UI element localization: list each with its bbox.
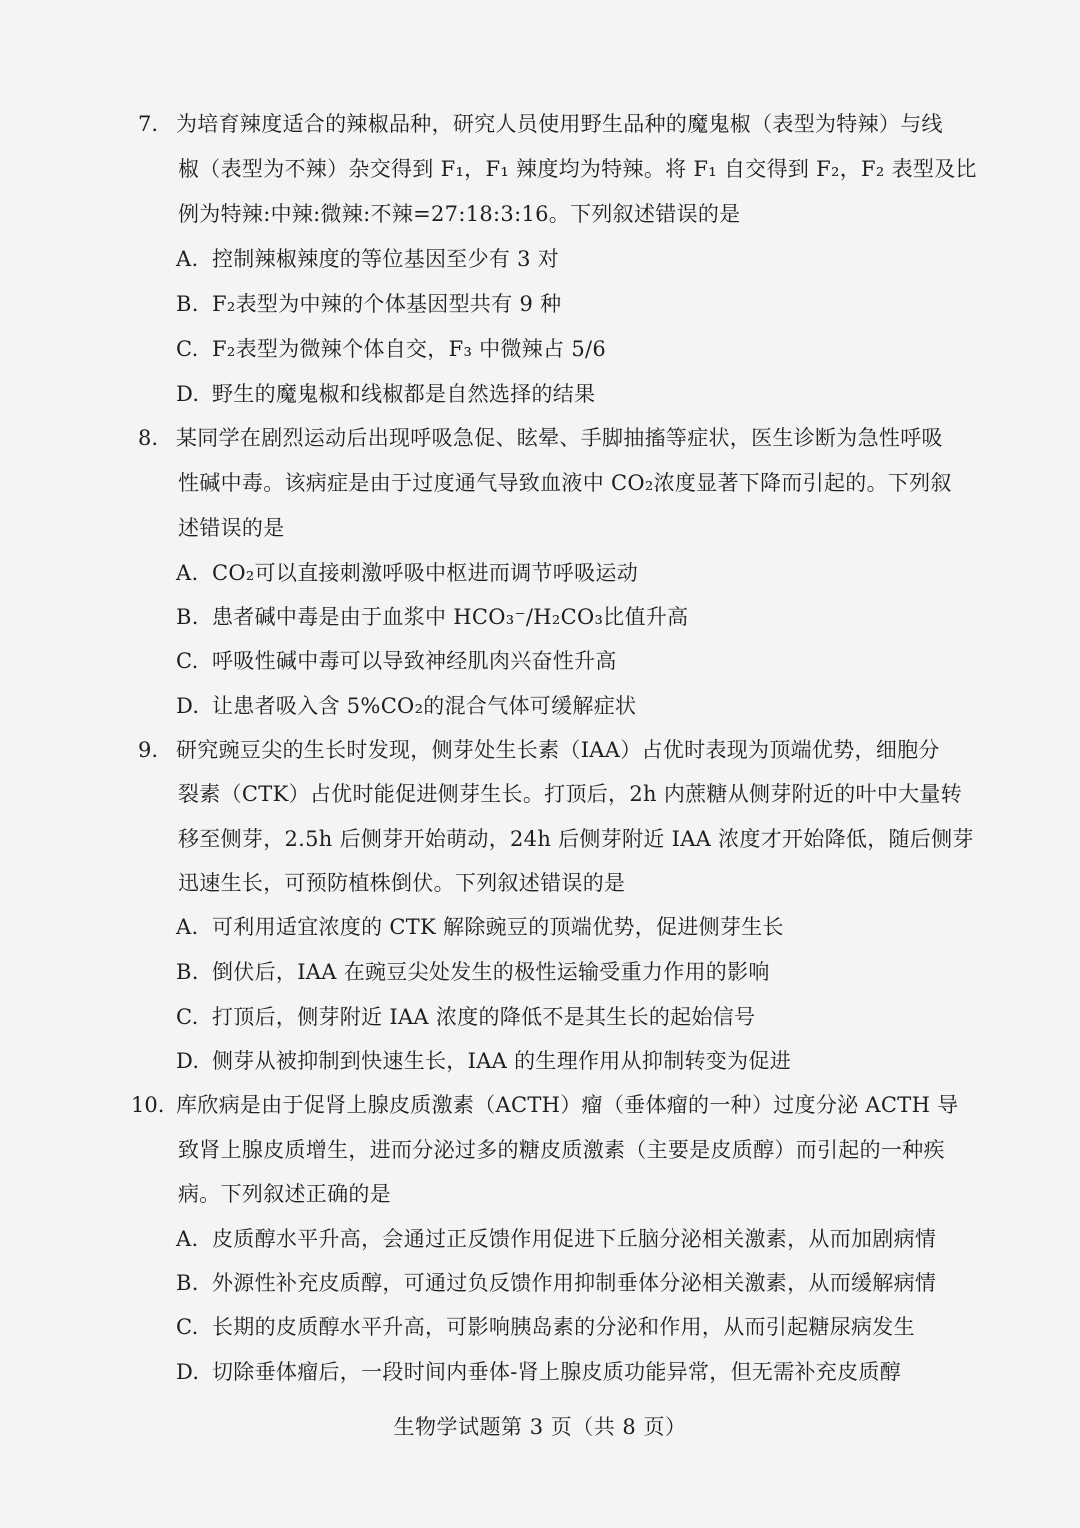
question-stem-line: 库欣病是由于促肾上腺皮质激素（ACTH）瘤（垂体瘤的一种）过度分泌 ACTH 导	[176, 1093, 959, 1117]
option-letter: A.	[176, 915, 199, 939]
question-stem-line: 研究豌豆尖的生长时发现，侧芽处生长素（IAA）占优时表现为顶端优势，细胞分	[176, 738, 940, 762]
option-d[interactable]	[176, 1047, 791, 1075]
question-stem-line: 裂素（CTK）占优时能促进侧芽生长。打顶后，2h 内蔗糖从侧芽附近的叶中大量转	[178, 782, 963, 806]
option-text: 呼吸性碱中毒可以导致神经肌肉兴奋性升高	[212, 649, 617, 673]
option-text: 长期的皮质醇水平升高，可影响胰岛素的分泌和作用，从而引起糖尿病发生	[212, 1315, 915, 1339]
option-c[interactable]	[176, 1003, 755, 1031]
option-text: 野生的魔鬼椒和线椒都是自然选择的结果	[212, 382, 596, 406]
option-letter: A.	[176, 247, 199, 271]
option-d[interactable]	[176, 692, 636, 720]
option-text: 倒伏后，IAA 在豌豆尖处发生的极性运输受重力作用的影响	[212, 960, 770, 984]
question-stem-line: 性碱中毒。该病症是由于过度通气导致血液中 CO₂浓度显著下降而引起的。下列叙	[178, 471, 952, 495]
option-b[interactable]	[176, 958, 770, 986]
option-text: 可利用适宜浓度的 CTK 解除豌豆的顶端优势，促进侧芽生长	[212, 915, 784, 939]
option-letter: C.	[176, 1315, 199, 1339]
option-letter: B.	[176, 605, 199, 629]
option-letter: D.	[176, 694, 200, 718]
question-stem-line: 迅速生长，可预防植株倒伏。下列叙述错误的是	[178, 871, 626, 895]
option-c[interactable]	[176, 647, 617, 675]
question-number: 7.	[138, 112, 159, 136]
option-c[interactable]	[176, 335, 606, 363]
option-letter: C.	[176, 649, 199, 673]
question-stem-line: 述错误的是	[178, 516, 285, 540]
option-text: 皮质醇水平升高，会通过正反馈作用促进下丘脑分泌相关激素，从而加剧病情	[212, 1227, 937, 1251]
option-letter: C.	[176, 337, 199, 361]
option-d[interactable]	[176, 1358, 901, 1386]
question-number: 8.	[138, 426, 159, 450]
option-letter: B.	[176, 960, 199, 984]
option-text: 打顶后，侧芽附近 IAA 浓度的降低不是其生长的起始信号	[212, 1005, 756, 1029]
question-number: 10.	[131, 1093, 165, 1117]
option-text: 让患者吸入含 5%CO₂的混合气体可缓解症状	[212, 694, 637, 718]
option-b[interactable]	[176, 603, 688, 631]
option-letter: A.	[176, 561, 199, 585]
option-a[interactable]	[176, 1225, 936, 1253]
option-text: 患者碱中毒是由于血浆中 HCO₃⁻/H₂CO₃比值升高	[212, 605, 689, 629]
option-text: F₂表型为中辣的个体基因型共有 9 种	[212, 292, 562, 316]
question-stem-line: 病。下列叙述正确的是	[178, 1182, 391, 1206]
option-a[interactable]	[176, 245, 559, 273]
option-d[interactable]	[176, 380, 595, 408]
option-text: 切除垂体瘤后，一段时间内垂体-肾上腺皮质功能异常，但无需补充皮质醇	[212, 1360, 901, 1384]
question-stem-line: 为培育辣度适合的辣椒品种，研究人员使用野生品种的魔鬼椒（表型为特辣）与线	[176, 112, 943, 136]
option-letter: D.	[176, 382, 200, 406]
option-letter: B.	[176, 292, 199, 316]
question-stem-line: 致肾上腺皮质增生，进而分泌过多的糖皮质激素（主要是皮质醇）而引起的一种疾	[178, 1138, 945, 1162]
option-text: 外源性补充皮质醇，可通过负反馈作用抑制垂体分泌相关激素，从而缓解病情	[212, 1271, 937, 1295]
option-a[interactable]	[176, 913, 784, 941]
option-text: F₂表型为微辣个体自交，F₃ 中微辣占 5/6	[212, 337, 607, 361]
option-text: 侧芽从被抑制到快速生长，IAA 的生理作用从抑制转变为促进	[212, 1049, 791, 1073]
option-letter: C.	[176, 1005, 199, 1029]
option-b[interactable]	[176, 290, 561, 318]
option-letter: D.	[176, 1360, 200, 1384]
option-text: 控制辣椒辣度的等位基因至少有 3 对	[212, 247, 560, 271]
question-number: 9.	[138, 738, 159, 762]
option-letter: B.	[176, 1271, 199, 1295]
option-b[interactable]	[176, 1269, 936, 1297]
option-letter: D.	[176, 1049, 200, 1073]
question-stem-line: 移至侧芽，2.5h 后侧芽开始萌动，24h 后侧芽附近 IAA 浓度才开始降低，随后侧芽	[178, 827, 974, 851]
option-c[interactable]	[176, 1313, 915, 1341]
option-a[interactable]	[176, 559, 638, 587]
page-footer: 生物学试题第 3 页（共 8 页）	[393, 1415, 687, 1439]
option-letter: A.	[176, 1227, 199, 1251]
question-stem-line: 例为特辣:中辣:微辣:不辣=27:18:3:16。下列叙述错误的是	[178, 202, 741, 226]
question-stem-line: 某同学在剧烈运动后出现呼吸急促、眩晕、手脚抽搐等症状，医生诊断为急性呼吸	[176, 426, 943, 450]
question-stem-line: 椒（表型为不辣）杂交得到 F₁，F₁ 辣度均为特辣。将 F₁ 自交得到 F₂，F₂ 表型及比	[178, 157, 977, 181]
option-text: CO₂可以直接刺激呼吸中枢进而调节呼吸运动	[212, 561, 639, 585]
